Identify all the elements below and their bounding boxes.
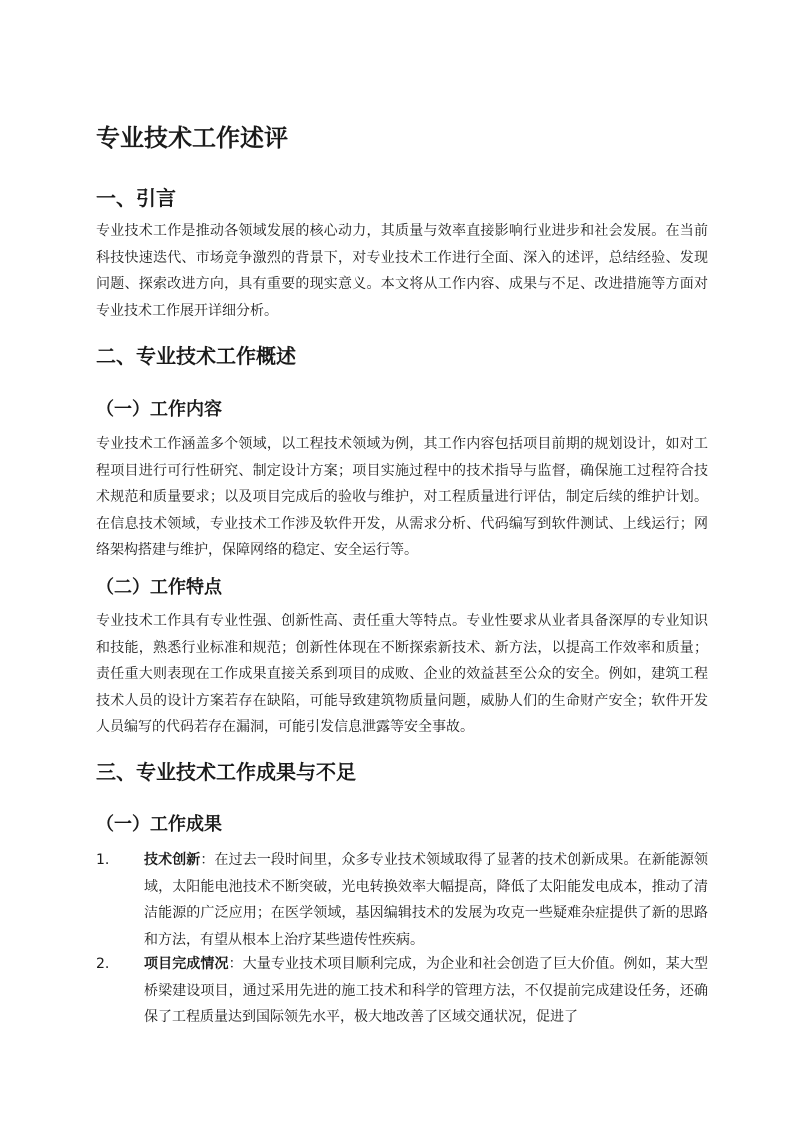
content-paragraph: 专业技术工作涵盖多个领域，以工程技术领域为例，其工作内容包括项目前期的规划设计，如对工程项目进行可行性研究、制定设计方案；项目实施过程中的技术指导与监督，确保施工过程符合技术规范和质量要求；以及项目完成后的验收与维护，对工程质量进行评估，制定后续的维护计划。在信息技术领域，专业技术工作涉及软件开发，从需求分析、代码编写到软件测试、上线运行；网络架构搭建与维护，保障网络的稳定、安全运行等。 <box>96 436 708 558</box>
list-number: 2. <box>96 956 110 972</box>
section-heading-overview: 二、专业技术工作概述 <box>96 344 296 368</box>
features-paragraph: 专业技术工作具有专业性强、创新性高、责任重大等特点。专业性要求从业者具备深厚的专业知识和技能，熟悉行业标准和规范；创新性体现在不断探索新技术、新方法，以提高工作效率和质量；责任重大则表现在工作成果直接关系到项目的成败、企业的效益甚至公众的安全。例如，建筑工程技术人员的设计方案若存在缺陷，可能导致建筑物质量问题，威胁人们的生命财产安全；软件开发人员编写的代码若存在漏洞，可能引发信息泄露等安全事故。 <box>96 613 708 735</box>
list-item-body <box>144 951 708 1031</box>
subsection-heading-features: （二）工作特点 <box>96 577 222 598</box>
list-item-label: 项目完成情况 <box>144 956 229 972</box>
list-number: 1. <box>96 852 110 868</box>
section-heading-results: 三、专业技术工作成果与不足 <box>96 760 356 784</box>
list-item-text: ：大量专业技术项目顺利完成，为企业和社会创造了巨大价值。例如，某大型桥梁建设项目，通过采用先进的施工技术和科学的管理方法，不仅提前完成建设任务，还确保了工程质量达到国际领先水平，极大地改善了区域交通状况，促进了 <box>144 956 709 1025</box>
intro-paragraph: 专业技术工作是推动各领域发展的核心动力，其质量与效率直接影响行业进步和社会发展。在当前科技快速迭代、市场竞争激烈的背景下，对专业技术工作进行全面、深入的述评，总结经验、发现问题、探索改进方向，具有重要的现实意义。本文将从工作内容、成果与不足、改进措施等方面对专业技术工作展开详细分析。 <box>96 223 708 319</box>
section-heading-intro: 一、引言 <box>96 186 176 210</box>
subsection-heading-content: （一）工作内容 <box>96 399 222 420</box>
subsection-heading-achievements: （一）工作成果 <box>96 814 222 835</box>
page-title: 专业技术工作述评 <box>96 124 288 152</box>
list-item-label: 技术创新 <box>144 852 201 868</box>
list-item-text: ：在过去一段时间里，众多专业技术领域取得了显著的技术创新成果。在新能源领域，太阳能电池技术不断突破，光电转换效率大幅提高，降低了太阳能发电成本，推动了清洁能源的广泛应用；在医学领域，基因编辑技术的发展为攻克一些疑难杂症提供了新的思路和方法，有望从根本上治疗某些遗传性疾病。 <box>144 852 709 948</box>
list-item-body <box>144 847 708 953</box>
